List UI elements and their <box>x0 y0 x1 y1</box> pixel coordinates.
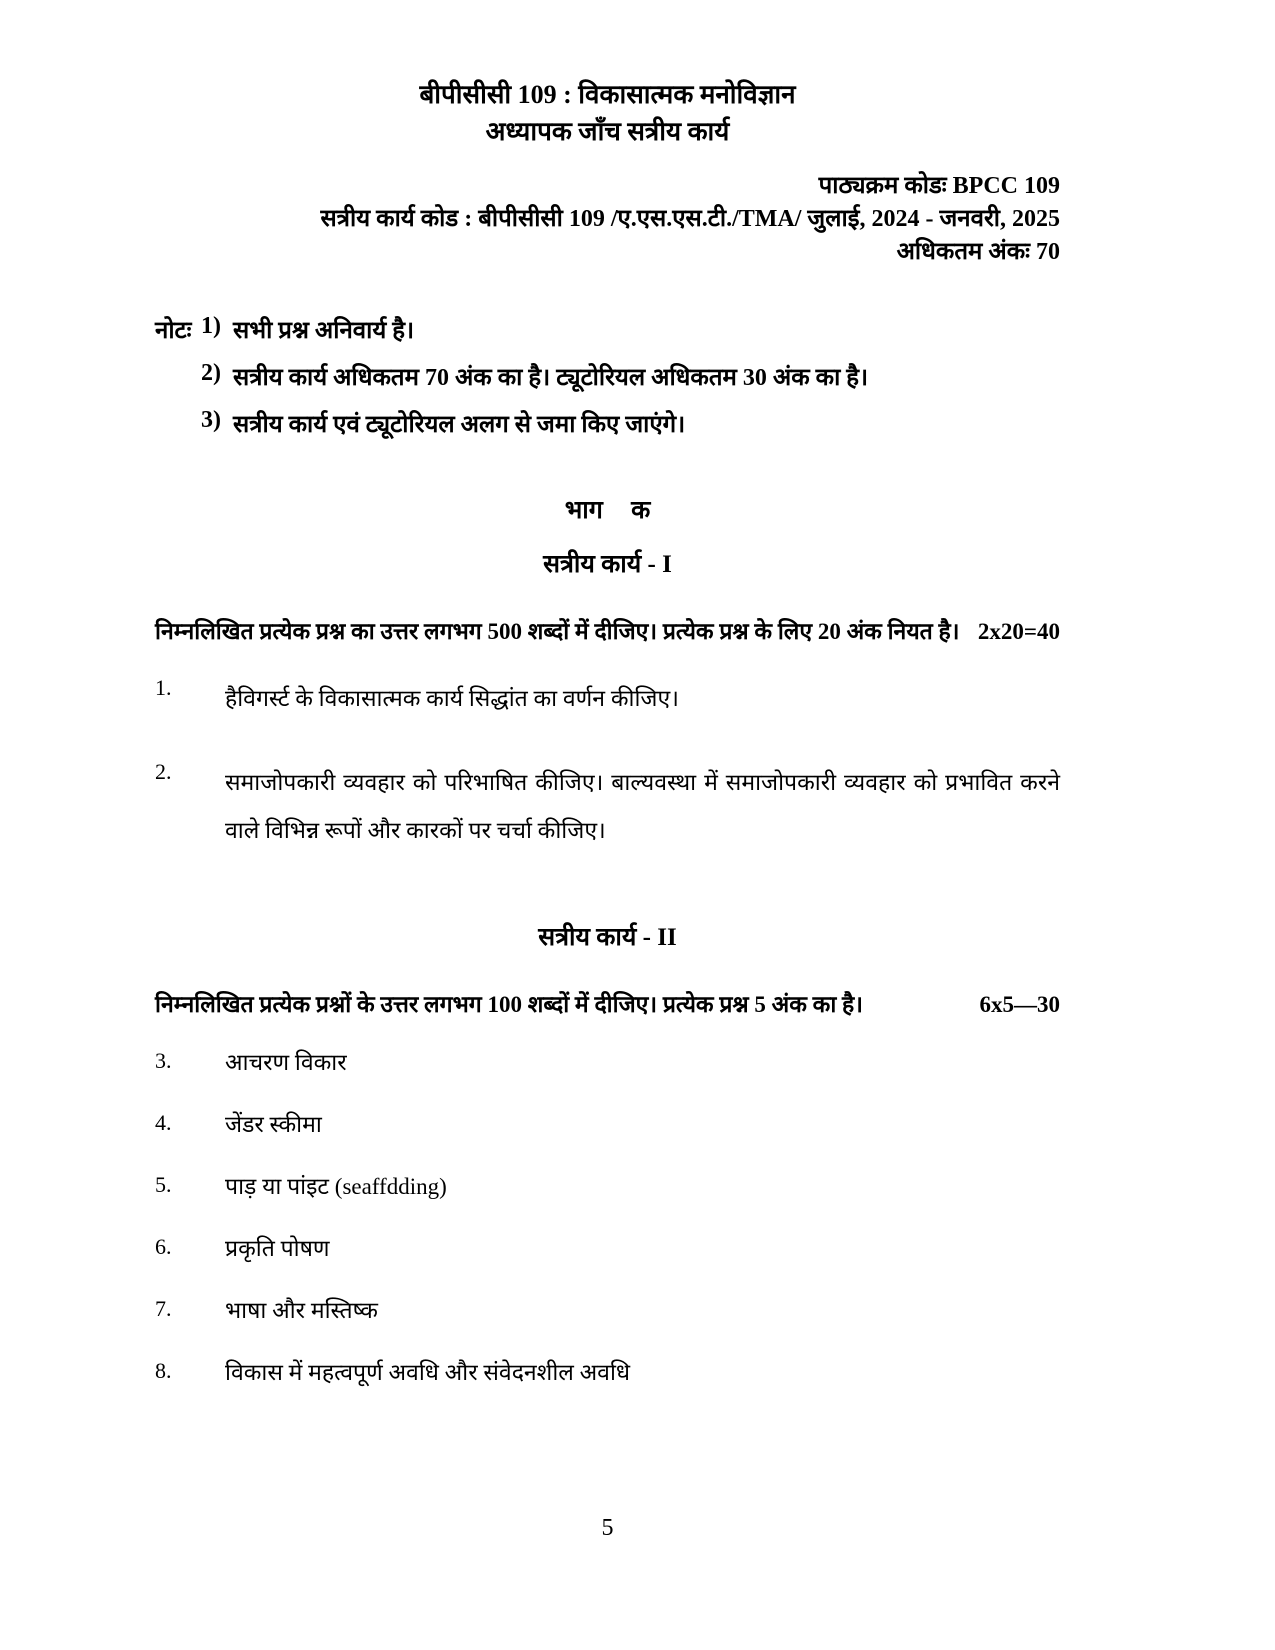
question-number: 7. <box>155 1296 172 1321</box>
section2-instruction <box>155 987 1060 1022</box>
question-number: 6. <box>155 1234 172 1259</box>
question-text: जेंडर स्कीमा <box>225 1112 322 1137</box>
assignment-meta <box>155 170 1060 269</box>
course-title-line: बीपीसीसी 109 : विकासात्मक मनोविज्ञान <box>419 80 796 109</box>
question-number: 1. <box>155 675 172 700</box>
question-number: 8. <box>155 1358 172 1383</box>
question-row <box>155 1358 1060 1388</box>
section1-instruction <box>155 614 1060 649</box>
note-item <box>155 360 1060 393</box>
question-text: विकास में महत्वपूर्ण अवधि और संवेदनशील अवधि <box>225 1360 631 1385</box>
course-code-line: पाठ्यक्रम कोडः BPCC 109 <box>818 173 1060 199</box>
assignment-type-line: अध्यापक जाँच सत्रीय कार्य <box>485 117 730 146</box>
note-number: 3) <box>201 407 221 433</box>
part-a-heading: भाग क <box>564 497 651 524</box>
note-item <box>155 313 1060 346</box>
question-text: प्रकृति पोषण <box>225 1236 330 1261</box>
instruction-text: निम्नलिखित प्रत्येक प्रश्नों के उत्तर लगभग 100 शब्दों में दीजिए। प्रत्येक प्रश्न 5 अंक का है। <box>155 992 863 1017</box>
question-number: 3. <box>155 1048 172 1073</box>
section1-heading: सत्रीय कार्य - I <box>543 551 672 578</box>
question-text: आचरण विकार <box>225 1050 347 1075</box>
question-row <box>155 1172 1060 1202</box>
section2-questions <box>155 1048 1060 1388</box>
note-item <box>155 407 1060 440</box>
page-number: 5 <box>601 1515 614 1541</box>
document-title <box>155 76 1060 150</box>
question-row <box>155 1234 1060 1264</box>
assignment-code-line: सत्रीय कार्य कोड : बीपीसीसी 109 /ए.एस.एस.टी./TMA/ जुलाई, 2024 - जनवरी, 2025 <box>320 206 1060 232</box>
question-number: 5. <box>155 1172 172 1197</box>
question-text: हैविगर्स्ट के विकासात्मक कार्य सिद्धांत का वर्णन कीजिए। <box>225 686 679 711</box>
question-text: पाड़ या पांइट (seaffdding) <box>225 1174 447 1199</box>
note-number: 2) <box>201 360 221 386</box>
question-text: समाजोपकारी व्यवहार को परिभाषित कीजिए। बाल्यवस्था में समाजोपकारी व्यवहार को प्रभावित करने वाले विभिन्न रूपों और कारकों पर चर्चा कीजिए। <box>225 770 1060 843</box>
marks-scheme: 6x5—30 <box>962 987 1061 1022</box>
question-text: भाषा और मस्तिष्क <box>225 1298 378 1323</box>
marks-scheme: 2x20=40 <box>960 614 1060 649</box>
note-text: सत्रीय कार्य एवं ट्यूटोरियल अलग से जमा किए जाएंगे। <box>233 412 686 438</box>
question-row <box>155 675 1060 723</box>
instruction-text: निम्नलिखित प्रत्येक प्रश्न का उत्तर लगभग 500 शब्दों में दीजिए। प्रत्येक प्रश्न के लिए 20 अंक नियत है। <box>155 619 960 644</box>
note-text: सभी प्रश्न अनिवार्य है। <box>233 318 415 344</box>
question-row <box>155 1048 1060 1078</box>
note-block <box>155 313 1060 440</box>
max-marks-line: अधिकतम अंकः 70 <box>896 239 1060 265</box>
question-number: 2. <box>155 759 172 784</box>
note-label: नोटः <box>155 318 192 344</box>
note-number: 1) <box>201 313 221 339</box>
question-number: 4. <box>155 1110 172 1135</box>
section2-heading: सत्रीय कार्य - II <box>538 924 677 951</box>
question-row <box>155 759 1060 855</box>
note-text: सत्रीय कार्य अधिकतम 70 अंक का है। ट्यूटोरियल अधिकतम 30 अंक का है। <box>233 365 869 391</box>
question-row <box>155 1296 1060 1326</box>
section1-questions <box>155 675 1060 855</box>
question-row <box>155 1110 1060 1140</box>
document-content <box>155 0 1060 1420</box>
